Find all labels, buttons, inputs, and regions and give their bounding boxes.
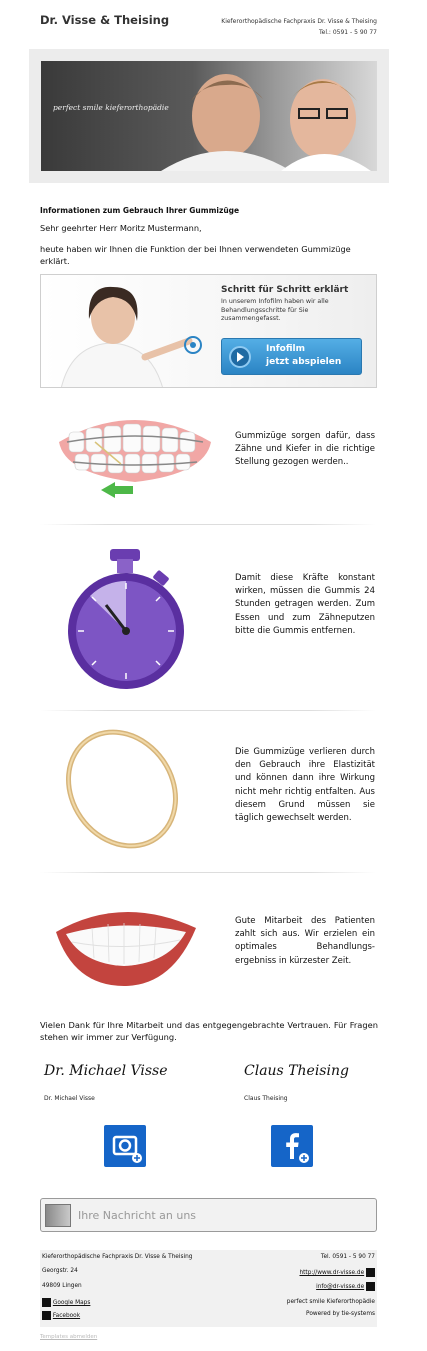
- divider-1: [40, 524, 376, 525]
- play-button-label: [266, 343, 341, 369]
- map-pin-icon: [42, 1298, 51, 1307]
- footer-facebook-link[interactable]: Facebook: [52, 1313, 81, 1319]
- footer-claim: perfect smile Kieferorthopädie: [286, 1299, 375, 1305]
- button-line-2: jetzt abspielen: [266, 357, 342, 367]
- info-title: Informationen zum Gebrauch Ihrer Gummizüge: [40, 206, 240, 215]
- signature-name-theising: Claus Theising: [244, 1095, 288, 1102]
- signature-theising: Claus Theising: [244, 1063, 349, 1079]
- unsubscribe-link[interactable]: Templates abmelden: [40, 1334, 98, 1340]
- footer-city: 49809 Lingen: [42, 1283, 82, 1289]
- section-4-text: Gute Mitarbeit des Patienten zahlt sich aus. Wir erzielen ein optimales Behandlungs- ergebniss in kürzester Zeit.: [235, 916, 375, 966]
- camera-icon: [104, 1125, 146, 1167]
- smile-image: [52, 898, 200, 988]
- facebook-icon: [271, 1125, 313, 1167]
- button-line-1: Infofilm: [266, 344, 305, 354]
- intro-text: heute haben wir Ihnen die Funktion der bei Ihnen verwendeten Gummizüge erklärt.: [40, 244, 351, 266]
- facebook-button[interactable]: [271, 1125, 313, 1167]
- header-practice: Kieferorthopädische Fachpraxis Dr. Visse & Theising: [221, 18, 377, 25]
- home-icon: [366, 1268, 375, 1277]
- header-phone: Tel.: 0591 - 5 90 77: [319, 29, 377, 36]
- video-title: Schritt für Schritt erklärt: [221, 285, 349, 295]
- message-placeholder: Ihre Nachricht an uns: [78, 1209, 197, 1222]
- facebook-small-icon: [42, 1311, 51, 1320]
- mail-icon: [366, 1282, 375, 1291]
- stopwatch-image: [62, 545, 190, 693]
- section-2-text: Damit diese Kräfte konstant wirken, müssen die Gummis 24 Stunden getragen werden. Zum Essen und zum Zähneputzen bitte die Gummis entfernen.: [235, 573, 375, 636]
- signature-visse: Dr. Michael Visse: [44, 1063, 168, 1079]
- hero-banner: [41, 61, 377, 171]
- thanks-text: Vielen Dank für Ihre Mitarbeit und das entgegengebrachte Vertrauen. Für Fragen stehen wir immer zur Verfügung.: [40, 1020, 378, 1042]
- footer-powered: Powered by tie-systems: [306, 1311, 375, 1317]
- footer-phone: Tel. 0591 - 5 90 77: [320, 1254, 375, 1260]
- doctors-avatar: [45, 1204, 71, 1227]
- divider-2: [40, 710, 376, 711]
- divider-3: [40, 872, 376, 873]
- header-contact: [221, 16, 377, 38]
- instagram-button[interactable]: [104, 1125, 146, 1167]
- footer-maps-link[interactable]: Google Maps: [52, 1300, 91, 1306]
- footer-street: Georgstr. 24: [42, 1268, 78, 1274]
- brand-name: Dr. Visse & Theising: [40, 13, 170, 27]
- doctors-photo: [41, 61, 377, 171]
- hero-tagline: perfect smile kieferorthopädie: [53, 103, 169, 112]
- rubber-band-image: [52, 727, 192, 852]
- footer-website-link[interactable]: http://www.dr-visse.de: [299, 1270, 365, 1276]
- presenter-photo: [41, 275, 221, 388]
- message-box[interactable]: [40, 1198, 377, 1232]
- footer-email-link[interactable]: info@dr-visse.de: [316, 1284, 365, 1290]
- braces-teeth-image: [55, 402, 215, 502]
- greeting: Sehr geehrter Herr Moritz Mustermann,: [40, 223, 202, 233]
- play-icon: [229, 346, 251, 368]
- section-1-text: Gummizüge sorgen dafür, dass Zähne und Kiefer in die richtige Stellung gezogen werden..: [235, 431, 375, 468]
- footer-practice: Kieferorthopädische Fachpraxis Dr. Visse & Theising: [42, 1254, 193, 1260]
- play-infofilm-button[interactable]: [221, 338, 362, 375]
- video-subtitle: In unserem Infofilm haben wir alle Behandlungsschritte für Sie zusammengefasst.: [221, 298, 329, 322]
- section-3-text: Die Gummizüge verlieren durch den Gebrauch ihre Elastizität und können dann ihre Wirkung nicht mehr richtig entfalten. Aus diesem Grund müssen sie täglich gewechselt werden.: [235, 747, 375, 824]
- signature-name-visse: Dr. Michael Visse: [44, 1095, 95, 1102]
